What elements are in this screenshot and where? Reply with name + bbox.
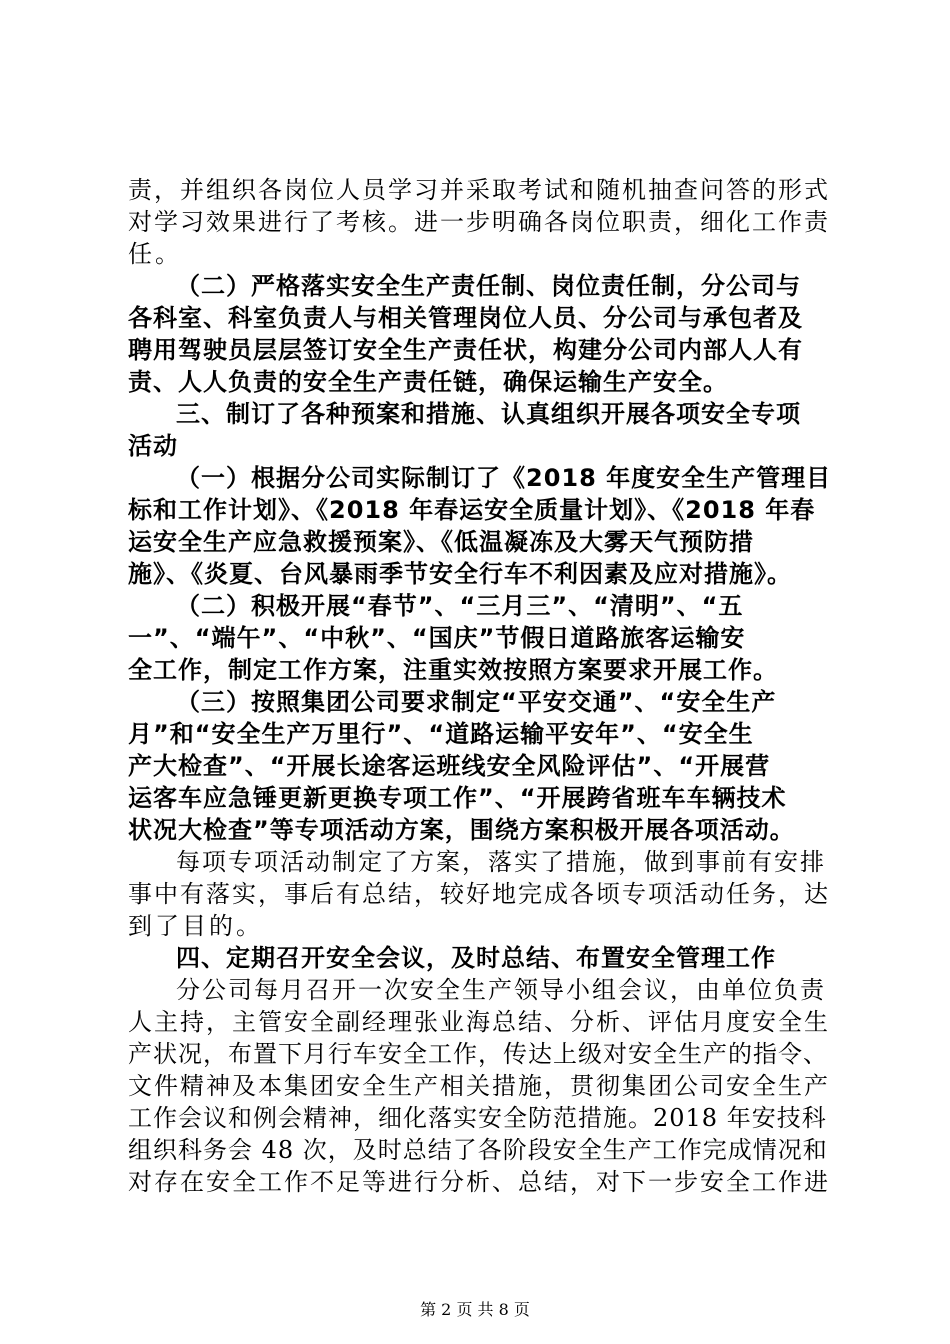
page-footer: 第 2 页 共 8 页 <box>420 1300 530 1319</box>
text-line: 运客车应急锤更新更换专项工作”、“开展跨省班车车辆技术 <box>128 784 787 812</box>
text-line: （三）按照集团公司要求制定“平安交通”、“安全生产 <box>176 688 777 716</box>
text-line: 组织科务会 48 次，及时总结了各阶段安全生产工作完成情况和 <box>128 1136 828 1164</box>
text-line: 到了目的。 <box>128 912 263 940</box>
text-line: （一）根据分公司实际制订了《2018 年度安全生产管理目 <box>176 464 832 492</box>
text-line: 事中有落实，事后有总结，较好地完成各顷专项活动任务，达 <box>128 880 830 908</box>
text-line: （二）严格落实安全生产责任制、岗位责任制，分公司与 <box>176 272 801 300</box>
text-line: 月”和“安全生产万里行”、“道路运输平安年”、“安全生 <box>128 720 754 748</box>
text-line: 运安全生产应急救援预案》、《低温凝冻及大雾天气预防措 <box>128 528 754 556</box>
text-line: 责、人人负责的安全生产责任链，确保运输生产安全。 <box>128 368 728 396</box>
section-heading: 四、定期召开安全会议，及时总结、布置安全管理工作 <box>176 944 776 972</box>
text-line: 施》、《炎夏、台风暴雨季节安全行车不利因素及应对措施》。 <box>128 560 792 588</box>
section-heading: 三、制订了各种预案和措施、认真组织开展各项安全专项 <box>176 400 801 428</box>
text-line: 全工作，制定工作方案，注重实效按照方案要求开展工作。 <box>128 656 778 684</box>
text-line: （二）积极开展“春节”、“三月三”、“清明”、“五 <box>176 592 744 620</box>
text-line: 各科室、科室负责人与相关管理岗位人员、分公司与承包者及 <box>128 304 803 332</box>
text-line: 每项专项活动制定了方案，落实了措施，做到事前有安排 <box>176 848 826 876</box>
text-line: 产大检查”、“开展长途客运班线安全风险评估”、“开展营 <box>128 752 771 780</box>
text-line: 聘用驾驶员层层签订安全生产责任状，构建分公司内部人人有 <box>128 336 803 364</box>
text-line: 标和工作计划》、《2018 年春运安全质量计划》、《2018 年春 <box>128 496 816 524</box>
text-line: 工作会议和例会精神，细化落实安全防范措施。2018 年安技科 <box>128 1104 827 1132</box>
text-line: 对存在安全工作不足等进行分析、总结，对下一步安全工作进 <box>128 1168 830 1196</box>
section-heading: 活动 <box>128 432 178 460</box>
text-line: 文件精神及本集团安全生产相关措施，贯彻集团公司安全生产 <box>128 1072 830 1100</box>
text-line: 状况大检查”等专项活动方案，围绕方案积极开展各项活动。 <box>128 816 795 844</box>
text-line: 分公司每月召开一次安全生产领导小组会议，由单位负责 <box>176 976 826 1004</box>
text-line: 产状况，布置下月行车安全工作，传达上级对安全生产的指令、 <box>128 1040 828 1068</box>
text-line: 任。 <box>128 240 182 268</box>
text-line: 人主持，主管安全副经理张业海总结、分析、评估月度安全生 <box>128 1008 830 1036</box>
text-line: 一”、“端午”、“中秋”、“国庆”节假日道路旅客运输安 <box>128 624 746 652</box>
text-line: 责，并组织各岗位人员学习并采取考试和随机抽查问答的形式 <box>128 176 830 204</box>
text-line: 对学习效果进行了考核。进一步明确各岗位职责，细化工作责 <box>128 208 830 236</box>
